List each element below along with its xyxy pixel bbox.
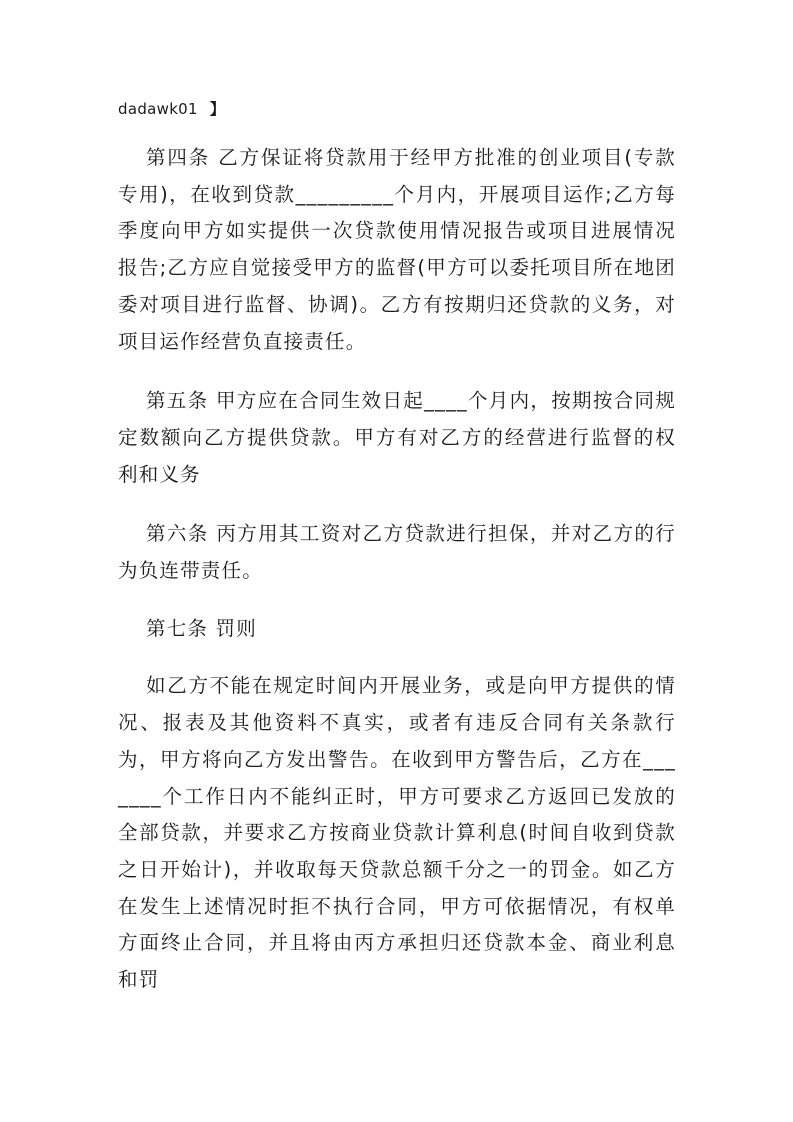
- clause-6-paragraph: 第六条 丙方用其工资对乙方贷款进行担保，并对乙方的行为负连带责任。: [118, 522, 676, 583]
- document-code-header: [118, 98, 225, 120]
- clause-7-heading: 第七条 罚则: [146, 616, 257, 640]
- clause-4-paragraph: 第四条 乙方保证将贷款用于经甲方批准的创业项目(专款专用)，在收到贷款_________个月内，开展项目运作;乙方每季度向甲方如实提供一次贷款使用情况报告或项目进展情况报告;乙方应自觉接受甲方的监督(甲方可以委托项目所在地团委对项目进行监督、协调)。乙方有按期归还贷款的义务，对项目运作经营负直接责任。: [118, 146, 676, 353]
- header-bracket: 】: [209, 100, 226, 118]
- document-code: dadawk01: [118, 100, 198, 118]
- document-body: [118, 140, 676, 999]
- clause-5-paragraph: 第五条 甲方应在合同生效日起____个月内，按期按合同规定数额向乙方提供贷款。甲方有对乙方的经营进行监督的权利和义务: [118, 389, 676, 486]
- penalty-paragraph: 如乙方不能在规定时间内开展业务，或是向甲方提供的情况、报表及其他资料不真实，或者有违反合同有关条款行为，甲方将向乙方发出警告。在收到甲方警告后，乙方在_______个工作日内不能纠正时，甲方可要求乙方返回已发放的全部贷款，并要求乙方按商业贷款计算利息(时间自收到贷款之日开始计)，并收取每天贷款总额千分之一的罚金。如乙方在发生上述情况时拒不执行合同，甲方可依据情况，有权单方面终止合同，并且将由丙方承担归还贷款本金、商业利息和罚: [118, 674, 676, 992]
